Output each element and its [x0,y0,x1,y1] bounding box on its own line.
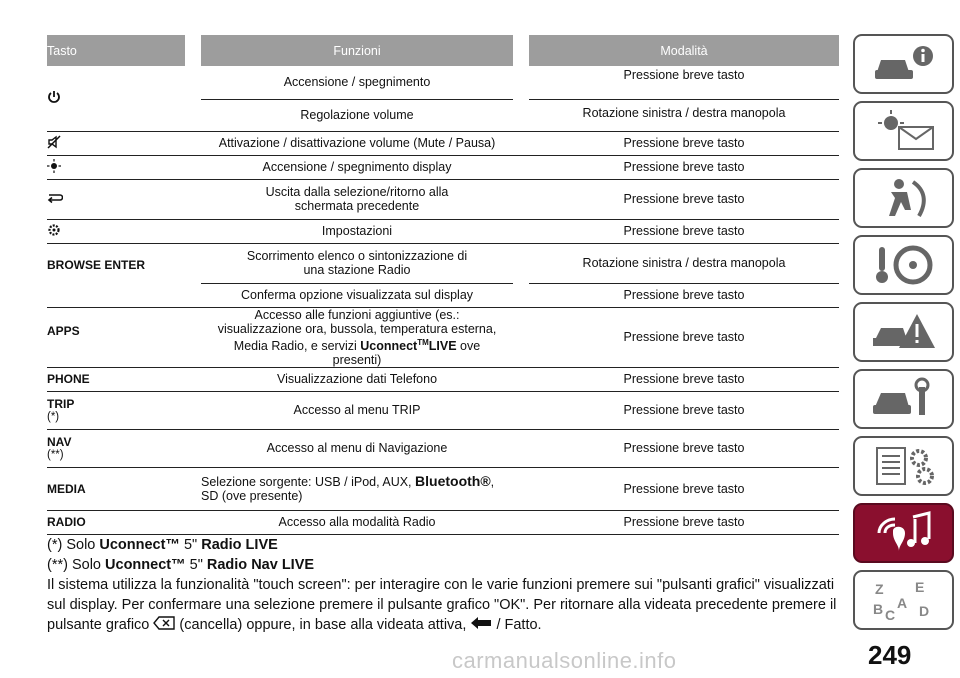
row-radio-funzione: Accesso alla modalità Radio [201,510,513,534]
display-key [47,155,185,179]
row-phone-modalita: Pressione breve tasto [529,367,839,391]
table-header [47,35,839,66]
apps-key: APPS [47,307,185,367]
power-icon [47,90,61,104]
row-power-funzione: Accensione / spegnimento [201,66,513,99]
emergency-icon [867,310,941,354]
starting-driving-icon [867,243,941,287]
row-mute-modalita: Pressione breve tasto [529,131,839,155]
power-key [47,66,185,131]
row-media-funzione: Selezione sorgente: USB / iPod, AUX, Bluetooth®, SD (ove presente) [201,467,513,510]
back-key [47,179,185,219]
row-browse-modalita-b: Pressione breve tasto [529,283,839,307]
header-modalita: Modalità [529,35,839,66]
row-back-modalita: Pressione breve tasto [529,179,839,219]
row-mute-funzione: Attivazione / disattivazione volume (Mute / Pausa) [201,131,513,155]
tab-car-info[interactable] [853,34,954,94]
browse-key: BROWSE ENTER [47,243,185,307]
row-media-modalita: Pressione breve tasto [529,467,839,510]
row-back-funzione: Uscita dalla selezione/ritorno alla schermata precedente [201,179,513,219]
table-row [47,155,839,179]
header-funzioni: Funzioni [201,35,513,66]
header-tasto: Tasto [47,35,185,66]
car-info-icon [867,42,941,86]
table-row [47,219,839,243]
phone-key: PHONE [47,367,185,391]
table-row [47,429,839,467]
delete-icon [153,616,175,630]
tab-maintenance[interactable] [853,369,954,429]
row-settings-funzione: Impostazioni [201,219,513,243]
row-apps-modalita: Pressione breve tasto [529,307,839,367]
row-power-modalita: Pressione breve tasto [529,66,839,99]
svg-text:A: A [896,595,907,611]
tab-technical-data[interactable] [853,436,954,496]
nav-key: NAV (**) [47,429,185,467]
display-icon [47,159,61,173]
row-trip-funzione: Accesso al menu TRIP [201,391,513,429]
row-nav-modalita: Pressione breve tasto [529,429,839,467]
row-display-funzione: Accensione / spegnimento display [201,155,513,179]
tab-emergency[interactable] [853,302,954,362]
row-display-modalita: Pressione breve tasto [529,155,839,179]
warning-lights-icon [867,109,941,153]
row-browse-modalita-a: Rotazione sinistra / destra manopola [529,243,839,283]
technical-data-icon [867,444,941,488]
row-apps-funzione: Accesso alle funzioni aggiuntive (es.: visualizzazione ora, bussola, temperatura esterna, Media Radio, e servizi Uconnect™LIVE ove presenti) [201,307,513,367]
tab-index[interactable] [853,570,954,630]
controls-table [47,35,839,535]
row-volume-modalita: Rotazione sinistra / destra manopola [529,99,839,131]
svg-text:Z: Z [874,581,884,597]
trip-key: TRIP (*) [47,391,185,429]
mute-key [47,131,185,155]
row-phone-funzione: Visualizzazione dati Telefono [201,367,513,391]
notes [47,535,847,635]
back-arrow-icon [470,616,492,630]
back-icon [47,192,63,204]
settings-icon [47,223,61,237]
settings-key [47,219,185,243]
watermark: carmanualsonline.info [452,648,677,673]
radio-key: RADIO [47,510,185,534]
table-row [47,510,839,534]
table-row [47,179,839,219]
row-nav-funzione: Accesso al menu di Navigazione [201,429,513,467]
row-browse-funzione-b: Conferma opzione visualizzata sul display [201,283,513,307]
table-row [47,307,839,367]
multimedia-icon [867,511,941,555]
svg-text:C: C [884,607,895,622]
note-2: (**) Solo Uconnect™ 5" Radio Nav LIVE [47,557,315,573]
row-trip-modalita: Pressione breve tasto [529,391,839,429]
note-1: (*) Solo Uconnect™ 5" Radio LIVE [47,537,278,553]
page-number: 249 [868,640,912,670]
index-icon [867,578,941,622]
row-volume-funzione: Regolazione volume [201,99,513,131]
mute-icon [47,135,61,149]
svg-text:E: E [914,579,924,595]
tab-safety[interactable] [853,168,954,228]
table-row [47,367,839,391]
tab-multimedia[interactable] [853,503,954,563]
tab-warning-lights[interactable] [853,101,954,161]
row-radio-modalita: Pressione breve tasto [529,510,839,534]
maintenance-icon [867,377,941,421]
media-key: MEDIA [47,467,185,510]
table-row [47,243,839,283]
safety-icon [867,176,941,220]
tab-starting-driving[interactable] [853,235,954,295]
svg-text:D: D [918,603,929,619]
svg-text:B: B [872,601,883,617]
table-row [47,391,839,429]
row-browse-funzione-a: Scorrimento elenco o sintonizzazione di una stazione Radio [201,243,513,283]
table-row [47,467,839,510]
table-row [47,66,839,99]
row-settings-modalita: Pressione breve tasto [529,219,839,243]
body-paragraph: Il sistema utilizza la funzionalità "touch screen": per interagire con le varie funzioni premere sui "pulsanti grafici" visualizzati sul display. Per confermare una selezione premere il pulsante grafico "OK". Per ritornare alla videata precedente premere il pulsante grafico (cancella) oppure, in base alla videata attiva, / Fatto. [47,577,837,633]
table-row [47,131,839,155]
